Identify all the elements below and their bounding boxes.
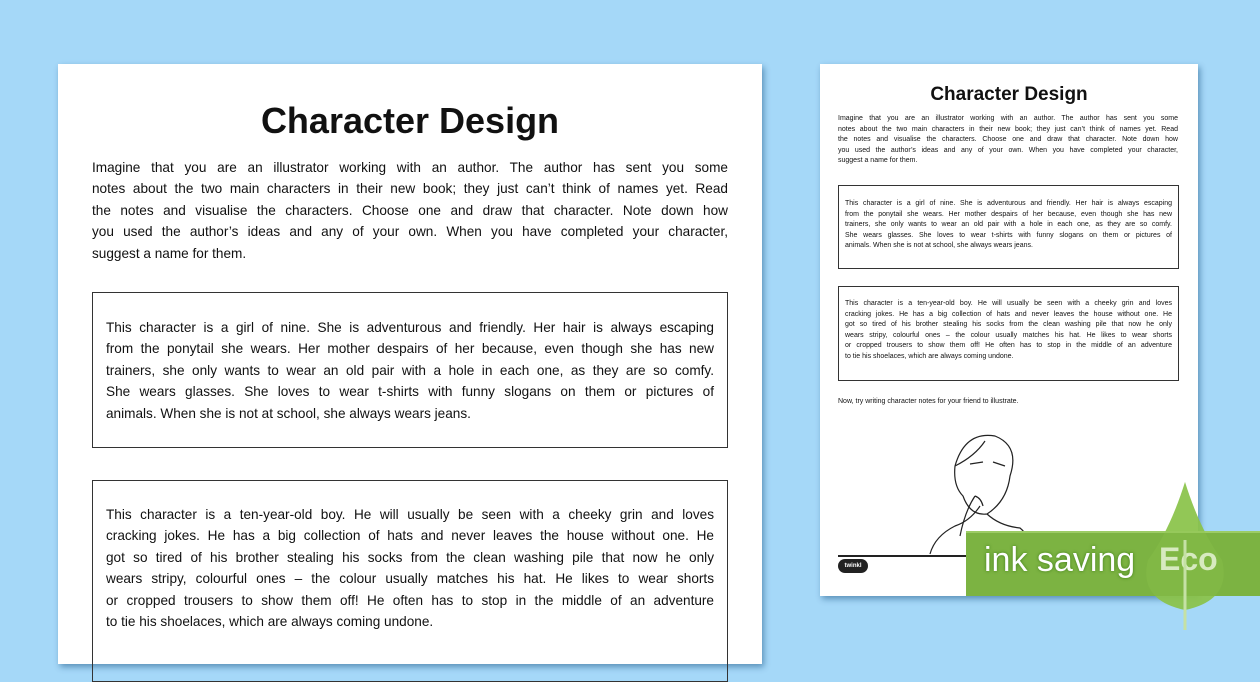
text-line: trainers, she only wants to wear an old pair with a hole in each one, as they are so comfy.: [845, 221, 1172, 229]
text-line: you used the author’s ideas and any of your own. When you have completed your character,: [838, 146, 1178, 154]
text-line: animals. When she is not at school, she always wears jeans.: [845, 242, 1033, 250]
text-line: from the ponytail she wears. Her mother despairs of her because, even though she has new: [106, 341, 714, 357]
text-line: animals. When she is not at school, she always wears jeans.: [106, 405, 471, 421]
text-line: notes about the two main characters in their new book; they just can’t think of names yet. Read: [92, 181, 728, 197]
text-line: trainers, she only wants to wear an old pair with a hole in each one, as they are so comfy.: [106, 362, 714, 378]
text-line: or cropped trousers to show them off! He often has to stop in the middle of an adventure: [845, 342, 1172, 350]
text-line: This character is a ten-year-old boy. He will usually be seen with a cheeky grin and loves: [845, 300, 1172, 307]
text-line: cracking jokes. He has a big collection of hats and never leaves the house without one. He: [106, 528, 714, 544]
text-line: or cropped trousers to show them off! He often has to stop in the middle of an adventure: [106, 592, 714, 608]
character-box-girl: [92, 292, 728, 448]
text-line: to tie his shoelaces, which are always coming undone.: [845, 352, 1014, 360]
character-notes-girl: [106, 317, 714, 424]
text-line: you used the author’s ideas and any of your own. When you have completed your character,: [92, 224, 728, 240]
preview-notes-boy: [845, 299, 1172, 363]
text-line: She wears glasses. She loves to wear t-shirts with funny slogans on them or pictures of: [106, 384, 714, 400]
text-line: This character is a girl of nine. She is adventurous and friendly. Her hair is always escaping: [106, 320, 714, 335]
text-line: This character is a girl of nine. She is adventurous and friendly. Her hair is always escaping: [845, 200, 1172, 207]
text-line: to tie his shoelaces, which are always coming undone.: [106, 614, 434, 630]
text-line: got so tired of his brother stealing his socks from the clean washing pile that now he only: [106, 549, 714, 565]
character-notes-boy: [106, 504, 714, 632]
text-line: wears stripy, colourful ones – the colour usually matches his hat. He likes to wear shorts: [106, 571, 714, 587]
text-line: Imagine that you are an illustrator working with an author. The author has sent you some: [838, 115, 1178, 122]
text-line: notes about the two main characters in their new book; they just can’t think of names yet. Read: [838, 125, 1178, 133]
text-line: from the ponytail she wears. Her mother despairs of her because, even though she has new: [845, 210, 1172, 218]
text-line: Imagine that you are an illustrator working with an author. The author has sent you some: [92, 160, 728, 175]
text-line: got so tired of his brother stealing his socks from the clean washing pile that now he only: [845, 321, 1172, 329]
ink-saving-label: ink saving: [984, 541, 1136, 579]
ink-saving-badge: [966, 531, 1260, 596]
text-line: cracking jokes. He has a big collection of hats and never leaves the house without one. He: [845, 310, 1172, 318]
text-line: She wears glasses. She loves to wear t-shirts with funny slogans on them or pictures of: [845, 231, 1172, 239]
preview-box-boy: [838, 286, 1179, 381]
preview-box-girl: [838, 185, 1179, 269]
worksheet-page-large: [58, 64, 762, 664]
text-line: the notes and visualise the characters. Choose one and draw that character. Note down how: [92, 202, 728, 218]
prompt-text: Now, try writing character notes for your friend to illustrate.: [838, 398, 1019, 405]
preview-title: Character Design: [930, 84, 1088, 105]
text-line: suggest a name for them.: [92, 245, 247, 261]
eco-label: Eco: [1159, 541, 1218, 577]
text-line: suggest a name for them.: [838, 157, 918, 165]
character-box-boy: [92, 480, 728, 682]
footer-rule: [838, 555, 968, 557]
preview-notes-girl: [845, 199, 1172, 252]
page-title: Character Design: [260, 100, 560, 141]
preview-intro: [838, 114, 1178, 167]
text-line: the notes and visualise the characters. Choose one and draw that character. Note down how: [838, 136, 1178, 144]
text-line: wears stripy, colourful ones – the colour usually matches his hat. He likes to wear shorts: [845, 331, 1172, 339]
intro-paragraph: [92, 157, 728, 264]
twinkl-logo: twinkl: [838, 559, 868, 573]
text-line: This character is a ten-year-old boy. He will usually be seen with a cheeky grin and loves: [106, 507, 714, 522]
